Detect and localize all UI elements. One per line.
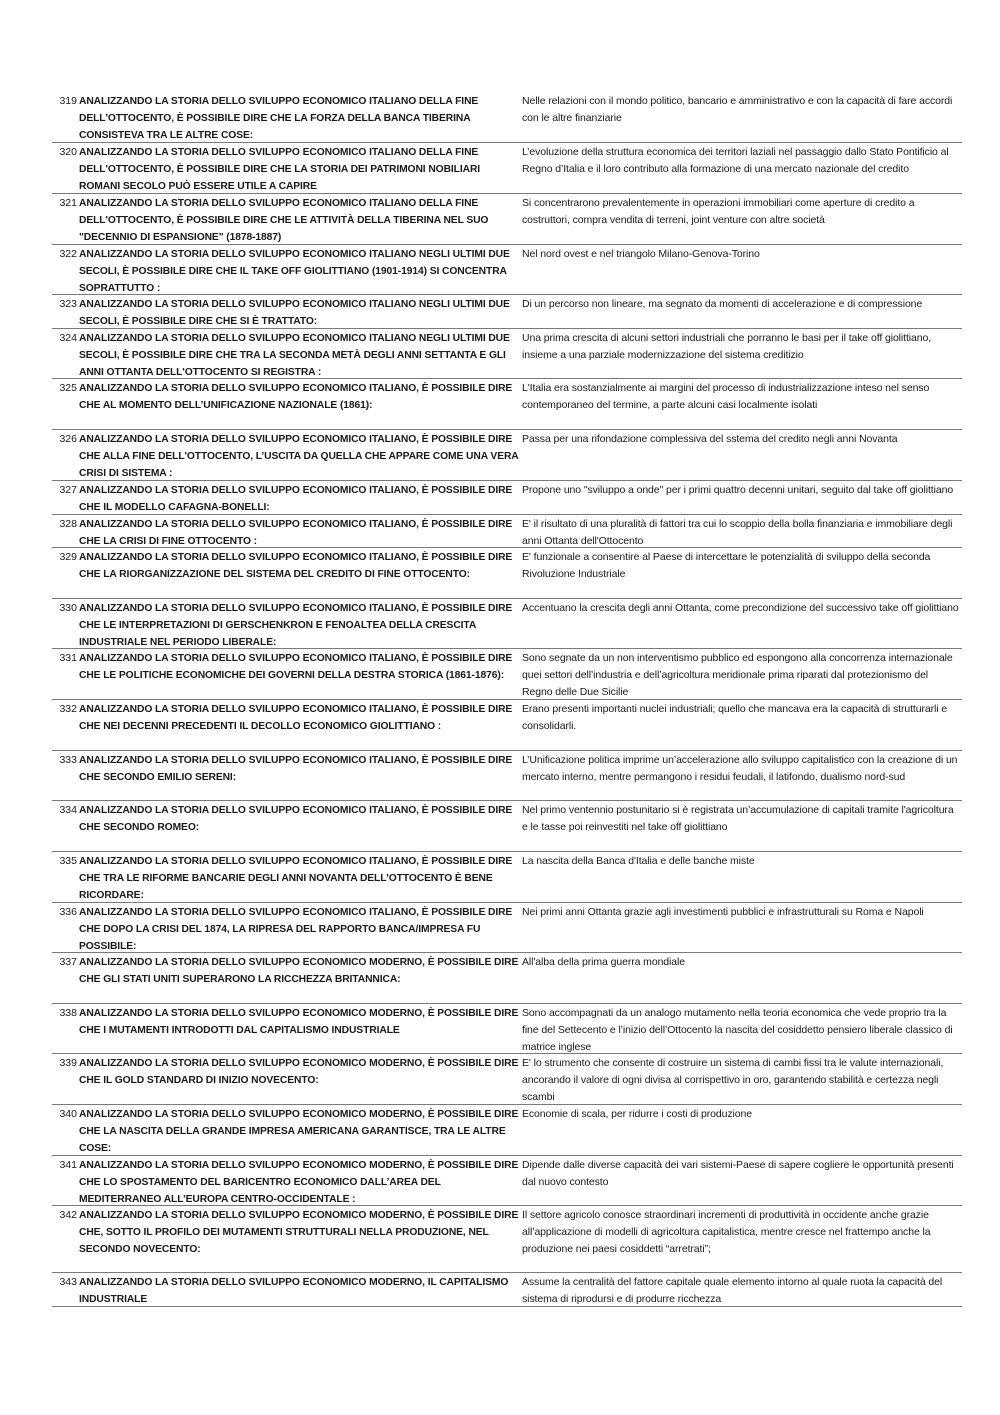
table-row [52, 548, 962, 599]
question-number: 321 [59, 197, 77, 209]
question-text: ANALIZZANDO LA STORIA DELLO SVILUPPO ECONOMICO ITALIANO, È POSSIBILE DIRE CHE ALLA FINE DELL'OTTOCENTO, L’USCITA DA QUELLA CHE APPARE COME UNA VERA CRISI DI SISTEMA : [79, 434, 519, 479]
answer-text: Dipende dalle diverse capacità dei vari sistemi-Paese di sapere cogliere le opportunità presenti dal nuovo contesto [522, 1159, 954, 1188]
question-text: ANALIZZANDO LA STORIA DELLO SVILUPPO ECONOMICO ITALIANO, È POSSIBILE DIRE CHE AL MOMENTO DELL’UNIFICAZIONE NAZIONALE (1861): [79, 383, 513, 411]
question-text: ANALIZZANDO LA STORIA DELLO SVILUPPO ECONOMICO MODERNO, È POSSIBILE DIRE CHE LO SPOSTAMENTO DEL BARICENTRO ECONOMICO DALL’AREA DEL MEDITERRANEO ALL’EUROPA CENTRO-OCCIDENTALE : [79, 1160, 519, 1205]
table-row [52, 329, 962, 379]
question-text: ANALIZZANDO LA STORIA DELLO SVILUPPO ECONOMICO ITALIANO, È POSSIBILE DIRE CHE TRA LE RIFORME BANCARIE DEGLI ANNI NOVANTA DELL'OTTOCENTO È BENE RICORDARE: [79, 856, 513, 901]
table-row [52, 751, 962, 801]
question-answer-table [52, 92, 962, 1307]
answer-text: Di un percorso non lineare, ma segnato da momenti di accelerazione e di compressione [522, 298, 923, 310]
answer-text: Si concentrarono prevalentemente in operazioni immobiliari come aperture di credito a costruttori, compra vendita di terreni, joint venture con altre società [522, 197, 915, 226]
question-text: ANALIZZANDO LA STORIA DELLO SVILUPPO ECONOMICO ITALIANO DELLA FINE DELL'OTTOCENTO, È POSSIBILE DIRE CHE LA FORZA DELLA BANCA TIBERINA CONSISTEVA TRA LE ALTRE COSE: [79, 96, 479, 141]
answer-text: E' lo strumento che consente di costruire un sistema di cambi fissi tra le valute internazionali, ancorando il valore di ogni divisa al corrispettivo in oro, garantendo stabilità e certezza negli scambi [522, 1057, 944, 1103]
question-text: ANALIZZANDO LA STORIA DELLO SVILUPPO ECONOMICO ITALIANO DELLA FINE DELL'OTTOCENTO, È POSSIBILE DIRE CHE LA STORIA DEI PATRIMONI NOBILIARI ROMANI SECOLO PUÒ ESSERE UTILE A CAPIRE [79, 147, 481, 192]
question-number: 330 [59, 602, 77, 614]
question-text: ANALIZZANDO LA STORIA DELLO SVILUPPO ECONOMICO MODERNO, È POSSIBILE DIRE CHE, SOTTO IL PROFILO DEI MUTAMENTI STRUTTURALI NELLA PRODUZIONE, NEL SECONDO NOVECENTO: [79, 1210, 519, 1255]
table-row [52, 1273, 962, 1307]
answer-text: La nascita della Banca d'Italia e delle banche miste [522, 855, 755, 867]
question-number: 320 [59, 146, 77, 158]
question-number: 323 [59, 298, 77, 310]
question-number: 326 [59, 433, 77, 445]
answer-text: All'alba della prima guerra mondiale [522, 956, 685, 968]
answer-text: L'Italia era sostanzialmente ai margini del processo di industrializzazione inteso nel senso contemporaneo del termine, a parte alcuni casi localmente isolati [522, 382, 930, 411]
answer-text: Sono segnate da un non interventismo pubblico ed espongono alla concorrenza internazionale quei settori dell’industria e dell’agricoltura meridionale prima riparati dal protezionismo del Regno delle Due Sicilie [522, 652, 953, 698]
question-text: ANALIZZANDO LA STORIA DELLO SVILUPPO ECONOMICO ITALIANO DELLA FINE DELL'OTTOCENTO, È POSSIBILE DIRE CHE LE ATTIVITÀ DELLA TIBERINA NEL SUO "DECENNIO DI ESPANSIONE" (1878-1887) [79, 198, 489, 243]
answer-text: Una prima crescita di alcuni settori industriali che porranno le basi per il take off giolittiano, insieme a una parziale modernizzazione del sistema creditizio [522, 332, 932, 361]
question-number: 331 [59, 652, 77, 664]
table-row [52, 649, 962, 700]
question-number: 343 [59, 1276, 77, 1288]
question-text: ANALIZZANDO LA STORIA DELLO SVILUPPO ECONOMICO ITALIANO NEGLI ULTIMI DUE SECOLI, È POSSIBILE DIRE CHE SI È TRATTATO: [79, 299, 510, 327]
question-text: ANALIZZANDO LA STORIA DELLO SVILUPPO ECONOMICO ITALIANO, È POSSIBILE DIRE CHE SECONDO ROMEO: [79, 805, 513, 833]
answer-text: Il settore agricolo conosce straordinari incrementi di produttività in occidente anche grazie all’applicazione di modelli di agricoltura capitalistica, mentre cresce nel frattempo anche la produzione nei paesi cosiddetti “arretrati”; [522, 1209, 931, 1255]
question-text: ANALIZZANDO LA STORIA DELLO SVILUPPO ECONOMICO ITALIANO, È POSSIBILE DIRE CHE LE POLITICHE ECONOMICHE DEI GOVERNI DELLA DESTRA STORICA (1861-1876): [79, 653, 513, 681]
answer-text: E' il risultato di una pluralità di fattori tra cui lo scoppio della bolla finanziaria e immobiliare degli anni Ottanta dell'Ottocento [522, 518, 953, 547]
table-row [52, 852, 962, 903]
table-row [52, 1105, 962, 1156]
question-number: 324 [59, 332, 77, 344]
question-text: ANALIZZANDO LA STORIA DELLO SVILUPPO ECONOMICO MODERNO, È POSSIBILE DIRE CHE I MUTAMENTI INTRODOTTI DAL CAPITALISMO INDUSTRIALE [79, 1008, 519, 1036]
table-row [52, 801, 962, 852]
table-row [52, 903, 962, 953]
question-number: 336 [59, 906, 77, 918]
answer-text: Nel primo ventennio postunitario si è registrata un’accumulazione di capitali tramite l'agricoltura e le tasse poi reinvestiti nel take off giolittiano [522, 804, 954, 833]
table-row [52, 1054, 962, 1105]
question-number: 340 [59, 1108, 77, 1120]
table-row [52, 1004, 962, 1054]
table-row [52, 1156, 962, 1206]
question-number: 328 [59, 518, 77, 530]
question-number: 322 [59, 248, 77, 260]
table-row [52, 92, 962, 143]
question-text: ANALIZZANDO LA STORIA DELLO SVILUPPO ECONOMICO ITALIANO, È POSSIBILE DIRE CHE NEI DECENNI PRECEDENTI IL DECOLLO ECONOMICO GIOLITTIANO : [79, 704, 513, 732]
question-number: 338 [59, 1007, 77, 1019]
answer-text: Accentuano la crescita degli anni Ottanta, come precondizione del successivo take off giolittiano [522, 602, 959, 614]
question-text: ANALIZZANDO LA STORIA DELLO SVILUPPO ECONOMICO ITALIANO, È POSSIBILE DIRE CHE SECONDO EMILIO SERENI: [79, 755, 513, 783]
table-row [52, 700, 962, 751]
answer-text: Nel nord ovest e nel triangolo Milano-Genova-Torino [522, 248, 760, 260]
question-text: ANALIZZANDO LA STORIA DELLO SVILUPPO ECONOMICO MODERNO, È POSSIBILE DIRE CHE GLI STATI UNITI SUPERARONO LA RICCHEZZA BRITANNICA: [79, 957, 519, 985]
table-row [52, 143, 962, 194]
table-row [52, 295, 962, 329]
question-number: 332 [59, 703, 77, 715]
question-number: 333 [59, 754, 77, 766]
question-number: 342 [59, 1209, 77, 1221]
question-text: ANALIZZANDO LA STORIA DELLO SVILUPPO ECONOMICO MODERNO, È POSSIBILE DIRE CHE IL GOLD STANDARD DI INIZIO NOVECENTO: [79, 1058, 519, 1086]
table-row [52, 379, 962, 430]
question-text: ANALIZZANDO LA STORIA DELLO SVILUPPO ECONOMICO ITALIANO, È POSSIBILE DIRE CHE DOPO LA CRISI DEL 1874, LA RIPRESA DEL RAPPORTO BANCA/IMPRESA FU POSSIBILE: [79, 907, 513, 952]
table-row [52, 430, 962, 481]
question-text: ANALIZZANDO LA STORIA DELLO SVILUPPO ECONOMICO ITALIANO, È POSSIBILE DIRE CHE LA RIORGANIZZAZIONE DEL SISTEMA DEL CREDITO DI FINE OTTOCENTO: [79, 552, 513, 580]
answer-text: L’evoluzione della struttura economica dei territori laziali nel passaggio dallo Stato Pontificio al Regno d’Italia e il loro contributo alla formazione di una mercato nazionale del credito [522, 146, 949, 175]
answer-text: Passa per una rifondazione complessiva del sstema del credito negli anni Novanta [522, 433, 898, 445]
question-number: 341 [59, 1159, 77, 1171]
answer-text: Erano presenti importanti nuclei industriali; quello che mancava era la capacità di strutturarli e consolidarli. [522, 703, 948, 732]
question-text: ANALIZZANDO LA STORIA DELLO SVILUPPO ECONOMICO MODERNO, IL CAPITALISMO INDUSTRIALE [79, 1277, 509, 1305]
answer-text: Sono accompagnati da un analogo mutamento nella teoria economica che vede proprio tra la fine del Settecento e l’inizio dell’Ottocento la nascita del cosiddetto pensiero liberale classico di matrice inglese [522, 1007, 953, 1053]
answer-text: Propone uno "sviluppo a onde" per i primi quattro decenni unitari, seguito dal take off giolittiano [522, 484, 954, 496]
question-number: 337 [59, 956, 77, 968]
question-number: 334 [59, 804, 77, 816]
question-text: ANALIZZANDO LA STORIA DELLO SVILUPPO ECONOMICO ITALIANO NEGLI ULTIMI DUE SECOLI, È POSSIBILE DIRE CHE TRA LA SECONDA METÀ DEGLI ANNI SETTANTA E GLI ANNI OTTANTA DELL'OTTOCENTO SI REGISTRA : [79, 333, 510, 378]
table-row [52, 245, 962, 295]
question-number: 335 [59, 855, 77, 867]
question-number: 339 [59, 1057, 77, 1069]
answer-text: Nelle relazioni con il mondo politico, bancario e amministrativo e con la capacità di fare accordi con le altre finanziarie [522, 95, 953, 124]
table-row [52, 1206, 962, 1273]
question-text: ANALIZZANDO LA STORIA DELLO SVILUPPO ECONOMICO ITALIANO, È POSSIBILE DIRE CHE IL MODELLO CAFAGNA-BONELLI: [79, 485, 513, 513]
table-row [52, 194, 962, 245]
question-text: ANALIZZANDO LA STORIA DELLO SVILUPPO ECONOMICO ITALIANO, È POSSIBILE DIRE CHE LE INTERPRETAZIONI DI GERSCHENKRON E FENOALTEA DELLA CRESCITA INDUSTRIALE NEL PERIODO LIBERALE: [79, 603, 513, 648]
table-row [52, 481, 962, 515]
question-number: 327 [59, 484, 77, 496]
question-text: ANALIZZANDO LA STORIA DELLO SVILUPPO ECONOMICO ITALIANO, È POSSIBILE DIRE CHE LA CRISI DI FINE OTTOCENTO : [79, 519, 513, 547]
question-number: 319 [59, 95, 77, 107]
answer-text: Assume la centralità del fattore capitale quale elemento intorno al quale ruota la capacità del sistema di riprodursi e di produrre ricchezza [522, 1276, 943, 1305]
question-number: 329 [59, 551, 77, 563]
table-row [52, 599, 962, 649]
question-number: 325 [59, 382, 77, 394]
answer-text: E' funzionale a consentire al Paese di intercettare le potenzialità di sviluppo della seconda Rivoluzione Industriale [522, 551, 931, 580]
table-row [52, 515, 962, 548]
answer-text: L’Unificazione politica imprime un’accelerazione allo sviluppo capitalistico con la creazione di un mercato interno, mentre permangono i residui feudali, il latifondo, dualismo nord-sud [522, 754, 958, 783]
table-row [52, 953, 962, 1004]
question-text: ANALIZZANDO LA STORIA DELLO SVILUPPO ECONOMICO MODERNO, È POSSIBILE DIRE CHE LA NASCITA DELLA GRANDE IMPRESA AMERICANA GARANTISCE, TRA LE ALTRE COSE: [79, 1109, 519, 1154]
answer-text: Economie di scala, per ridurre i costi di produzione [522, 1108, 752, 1120]
question-text: ANALIZZANDO LA STORIA DELLO SVILUPPO ECONOMICO ITALIANO NEGLI ULTIMI DUE SECOLI, È POSSIBILE DIRE CHE IL TAKE OFF GIOLITTIANO (1901-1914) SI CONCENTRA SOPRATTUTTO : [79, 249, 510, 294]
answer-text: Nei primi anni Ottanta grazie agli investimenti pubblici e infrastrutturali su Roma e Napoli [522, 906, 924, 918]
